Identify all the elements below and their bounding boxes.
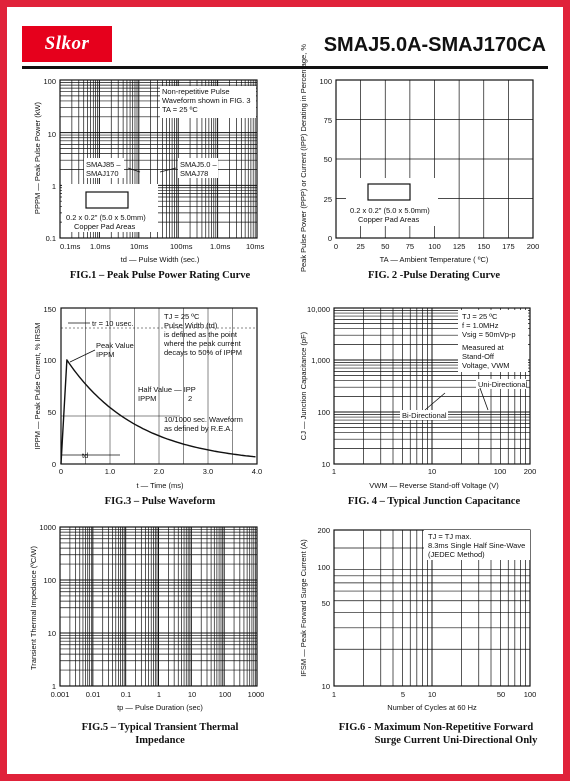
fig2-ytick: 25 [323,195,332,204]
fig4-note: Stand-Off [462,352,494,361]
fig6 [299,526,538,746]
fig6-note: TJ = TJ max. [428,532,472,541]
fig2-pad: 0.2 x 0.2" (5.0 x 5.0mm) [350,206,430,215]
fig3-caption: FIG.3 – Pulse Waveform [104,496,216,507]
fig5-xtick: 1000 [247,690,265,699]
fig6-ytick: 50 [321,599,330,608]
fig1-note: Waveform shown in FIG. 3 [162,96,251,105]
fig1-label: SMAJ170 [86,169,119,178]
fig1-label: SMAJ85 – [86,160,121,169]
fig6-ytick: 100 [317,563,330,572]
fig3-peak: IPPM [96,350,115,359]
fig1-ytick: 100 [43,77,56,86]
fig3-note: Pulse Width (td) [164,321,218,330]
fig4-caption: FIG. 4 – Typical Junction Capacitance [347,496,521,507]
fig2-xlabel: TA — Ambient Temperature ( ºC) [379,255,489,264]
fig5 [29,523,264,746]
fig2 [299,44,539,281]
fig2-xtick: 175 [502,242,515,251]
fig5-ylabel: Transient Thermal Impedance (ºC/W) [29,545,38,671]
fig1-pad-icon [86,192,128,208]
fig3-ytick: 50 [47,408,56,417]
fig4-note: TJ = 25 ºC [462,312,498,321]
fig2-xtick: 100 [428,242,441,251]
fig1-note: TA = 25 ºC [162,105,198,114]
fig3-note: is defined as the point [164,330,237,339]
fig2-ytick: 75 [323,116,332,125]
fig3-ytick: 150 [43,305,56,314]
fig4-ytick: 10 [321,460,330,469]
fig4-note: Voltage, VWM [462,361,510,370]
fig3 [33,305,262,507]
fig3-ylabel: IPPM — Peak Pulse Current, % IRSM [33,322,42,450]
fig5-xtick: 0.001 [50,690,70,699]
fig2-ytick: 0 [327,234,332,243]
fig2-ytick: 50 [323,155,332,164]
fig3-waveform [61,360,256,464]
fig5-ytick: 1000 [39,523,56,532]
fig4-arrow [480,388,488,410]
fig1-ylabel: PPPM — Peak Pulse Power (kW) [33,101,42,215]
fig4-ylabel: CJ — Junction Capacitance (pF) [299,331,308,441]
fig6-note: 8.3ms Single Half Sine-Wave [428,541,526,550]
fig5-ytick: 1 [51,682,56,691]
fig3-ytick: 100 [43,356,56,365]
fig1-pad: 0.2 x 0.2" (5.0 x 5.0mm) [66,213,146,222]
fig1-ytick: 10 [47,130,56,139]
brand-logo: Slkor [22,26,112,62]
fig6-ytick: 200 [317,526,330,535]
fig4-xtick: 1 [331,467,337,476]
fig6-xlabel: Number of Cycles at 60 Hz [387,703,477,712]
fig4-ytick: 100 [317,408,330,417]
fig4-xtick: 10 [427,467,437,476]
fig3-arrow [70,350,95,362]
fig4-arrow [425,393,445,410]
fig1-xtick: 0.1ms [60,242,81,251]
fig3-half: 2 [188,394,193,403]
fig6-xtick: 100 [523,690,537,699]
fig6-xtick: 1 [331,690,337,699]
fig1-label: SMAJ5.0 – [180,160,217,169]
fig6-caption: Surge Current Uni-Directional Only [374,735,538,746]
fig5-ytick: 100 [43,576,56,585]
fig2-xtick: 50 [381,242,390,251]
fig1-xtick: 10ms [130,242,149,251]
fig5-xtick: 10 [187,690,197,699]
fig2-ylabel: Peak Pulse Power (PPP) or Current (IPP) Derating in Percentage, % [299,43,308,273]
fig2-pad-icon [368,184,410,200]
fig4-note: Measured at [462,343,504,352]
fig3-note: where the peak current [164,339,241,348]
fig2-xtick: 150 [477,242,491,251]
fig6-xtick: 10 [427,690,437,699]
fig1-xlabel: td — Pulse Width (sec.) [120,255,200,264]
fig1-xtick: 10ms [246,242,265,251]
fig1-caption: FIG.1 – Peak Pulse Power Rating Curve [69,270,251,281]
fig5-xtick: 0.1 [120,690,132,699]
fig1-xtick: 1.0ms [90,242,111,251]
grid-layer [60,80,533,686]
fig1-note: Non-repetitive Pulse [162,87,230,96]
fig6-ylabel: IFSM — Peak Forward Surge Current (A) [299,539,308,677]
fig3-ytick: 0 [51,460,56,469]
fig4-uni: Uni-Directional [478,380,528,389]
fig1-pad: Copper Pad Areas [74,222,136,231]
fig4-ytick: 1,000 [311,356,330,365]
fig4-xlabel: VWM — Reverse Stand-off Voltage (V) [369,481,499,490]
fig2-xtick: 200 [526,242,540,251]
fig4-xtick: 100 [493,467,507,476]
fig6-caption: FIG.6 - Maximum Non-Repetitive Forward [338,722,534,733]
fig3-half: IPPM [138,394,157,403]
fig5-xlabel: tp — Pulse Duration (sec) [117,703,203,712]
fig2-pad: Copper Pad Areas [358,215,420,224]
fig1-ytick: 0.1 [45,234,56,243]
fig5-xtick: 1 [156,690,162,699]
fig3-td: td [82,451,89,460]
fig3-xtick: 0 [58,467,64,476]
part-title: SMAJ5.0A-SMAJ170CA [323,34,546,56]
fig1-xtick: 100ms [170,242,193,251]
fig4-ytick: 10,000 [307,305,330,314]
fig5-caption: Impedance [135,735,185,746]
fig3-xlabel: t — Time (ms) [136,481,184,490]
fig6-xtick: 50 [496,690,506,699]
fig4-note: Vsig = 50mVp-p [462,330,516,339]
fig3-xtick: 1.0 [104,467,116,476]
fig2-xtick: 75 [405,242,415,251]
fig3-peak: Peak Value [96,341,134,350]
fig3-wave: 10/1000 sec. Waveform [164,415,243,424]
fig3-note: TJ = 25 ºC [164,312,200,321]
fig6-note: (JEDEC Method) [428,550,485,559]
fig6-xtick: 5 [400,690,406,699]
fig1-label: SMAJ78 [180,169,209,178]
fig4-xtick: 200 [523,467,537,476]
fig5-xtick: 100 [218,690,232,699]
fig2-xtick: 25 [356,242,365,251]
fig1-ytick: 1 [51,182,56,191]
fig4-note: f = 1.0MHz [462,321,499,330]
fig4-bi: Bi-Directional [402,411,447,420]
fig5-xtick: 0.01 [85,690,101,699]
fig3-note: decays to 50% of IPPM [164,348,242,357]
fig5-caption: FIG.5 – Typical Transient Thermal [81,722,239,733]
fig6-ytick: 10 [321,682,330,691]
fig3-wave: as defined by R.E.A. [164,424,233,433]
fig3-xtick: 4.0 [251,467,263,476]
fig2-caption: FIG. 2 -Pulse Derating Curve [367,270,501,281]
fig3-tr: tr = 10 usec. [92,319,134,328]
fig1-xtick: 1.0ms [210,242,231,251]
fig3-xtick: 3.0 [202,467,214,476]
fig3-half: Half Value — IPP [138,385,196,394]
fig5-ytick: 10 [47,629,56,638]
fig3-xtick: 2.0 [153,467,165,476]
fig2-xtick: 0 [333,242,339,251]
fig2-ytick: 100 [319,77,332,86]
fig2-xtick: 125 [452,242,466,251]
